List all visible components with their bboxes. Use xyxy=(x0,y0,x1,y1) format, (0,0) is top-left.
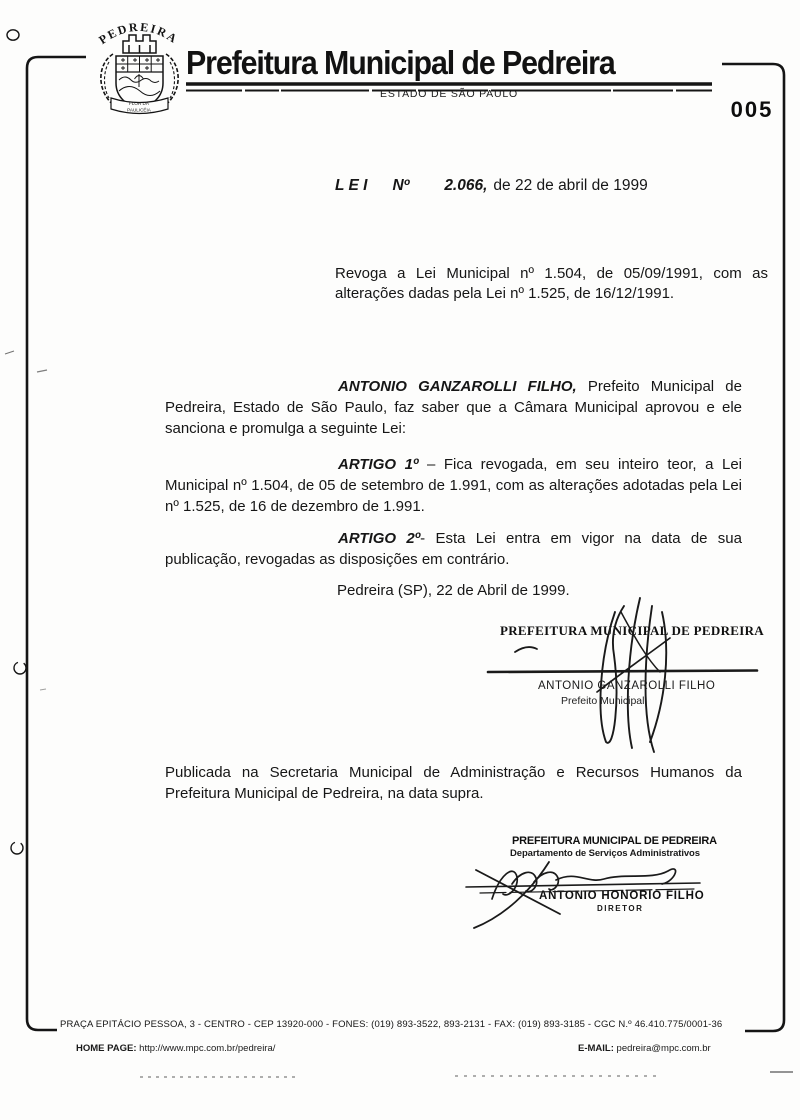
place-date-line: Pedreira (SP), 22 de Abril de 1999. xyxy=(337,582,570,599)
article-1-label: ARTIGO 1º xyxy=(338,456,419,473)
footer-homepage xyxy=(76,1043,275,1054)
letterhead-subtitle: ESTADO DE SÃO PAULO xyxy=(380,88,518,100)
footer-email xyxy=(578,1043,711,1054)
article-1-text: – Fica revogada, em seu inteiro teor, a Lei Municipal nº 1.504, de 05 de setembro de 1.991, com as alterações adotadas pela Lei nº 1.525, de 16 de dezembro de 1.991. xyxy=(165,456,742,515)
city-coat-of-arms xyxy=(82,10,196,120)
article-2-text: - Esta Lei entra em vigor na data de sua publicação, revogadas as disposições em contrário. xyxy=(165,530,742,568)
stamp1-organization: PREFEITURA MUNICIPAL DE PEDREIRA xyxy=(500,623,764,638)
article-1-paragraph xyxy=(165,454,742,517)
law-summary: Revoga a Lei Municipal nº 1.504, de 05/09/1991, com as alterações dadas pela Lei nº 1.525, de 16/12/1991. xyxy=(335,265,768,302)
stamp1-signer-name: ANTONIO GANZAROLLI FILHO xyxy=(538,680,716,692)
footer-homepage-label: HOME PAGE: xyxy=(76,1043,137,1054)
footer-address-line: PRAÇA EPITÁCIO PESSOA, 3 - CENTRO - CEP 13920-000 - FONES: (019) 893-3522, 893-2131 - FAX: (019) 893-3185 - CGC N.º 46.410.775/0001-36 xyxy=(60,1019,723,1030)
footer-homepage-url: http://www.mpc.com.br/pedreira/ xyxy=(136,1043,276,1054)
article-2-paragraph xyxy=(165,528,742,570)
footer-email-address: pedreira@mpc.com.br xyxy=(613,1043,711,1054)
punch-hole-1 xyxy=(7,30,19,40)
law-heading-date: de 22 de abril de 1999 xyxy=(493,177,648,194)
stamp2-organization: PREFEITURA MUNICIPAL DE PEDREIRA xyxy=(512,835,717,847)
punch-hole-3 xyxy=(11,842,23,854)
preamble-paragraph xyxy=(165,376,742,439)
stamp2-signer-role: DIRETOR xyxy=(597,904,644,913)
article-2-label: ARTIGO 2º xyxy=(338,530,421,547)
footer-email-label: E-MAIL: xyxy=(578,1043,614,1054)
stamp1-signer-role: Prefeito Municipal xyxy=(561,695,645,707)
law-heading-number: 2.066, xyxy=(444,177,488,194)
punch-hole-2 xyxy=(14,662,26,674)
page-number: 005 xyxy=(730,97,774,122)
frame-left-border xyxy=(27,57,86,1030)
preamble-text: Prefeito Municipal de Pedreira, Estado de São Paulo, faz saber que a Câmara Municipal aprovou e ele sanciona e promulga a seguinte Lei: xyxy=(165,378,742,437)
stamp2-signer-name: ANTONIO HONORIO FILHO xyxy=(539,890,705,902)
preamble-author-name: ANTONIO GANZAROLLI FILHO, xyxy=(338,378,577,395)
svg-text:PAULICÉIA: PAULICÉIA xyxy=(127,107,151,113)
coat-of-arms-icon xyxy=(82,10,196,120)
law-heading xyxy=(335,177,648,195)
letterhead-title: Prefeitura Municipal de Pedreira xyxy=(186,44,615,81)
law-heading-lei: L E I xyxy=(335,177,368,194)
svg-text:FLOR DA: FLOR DA xyxy=(129,101,149,106)
publication-note: Publicada na Secretaria Municipal de Administração e Recursos Humanos da Prefeitura Municipal de Pedreira, na data supra. xyxy=(165,764,742,802)
stamp2-department: Departamento de Serviços Administrativos xyxy=(510,848,700,859)
svg-text:PEDREIRA: PEDREIRA xyxy=(96,19,181,47)
law-heading-number-label: Nº xyxy=(392,177,410,194)
